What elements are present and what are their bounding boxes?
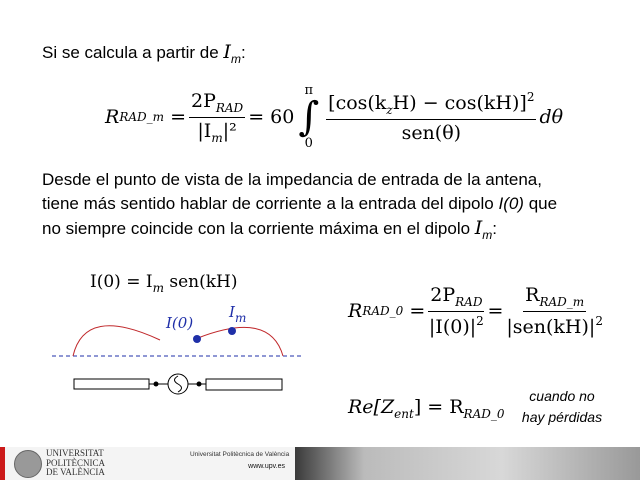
university-url[interactable]: www.upv.es	[248, 463, 285, 470]
equation-rrad-0: R RAD_0 = $\frac{2P_{RAD}}{|I(0)|^2}$ = $\frac{R_{RAD\_m}}{|sen(kH)|^2}$	[348, 284, 603, 338]
dipole-arm-left	[74, 379, 149, 389]
current-curve-right	[198, 327, 283, 356]
note-no-losses: cuando no hay pérdidas	[521, 388, 603, 425]
point-im	[228, 327, 236, 335]
intro-text: Si se calcula a partir de $I_m$:	[42, 41, 246, 66]
dipole-arm-right	[206, 379, 282, 390]
paragraph: Desde el punto de vista de la impedancia de entrada de la antena, tiene más sentido hablar de corriente a la entrada del dipolo I(0) que no siempre coincide con la corriente máxima en el dipolo $I_m$:	[42, 170, 558, 242]
equation-current: $I(0) = I_m$ sen(kH)	[90, 272, 238, 295]
equation-re-zent: $Re[Z_{ent}] = R_{RAD\_0}$	[348, 396, 505, 421]
footer	[0, 447, 640, 480]
label-i0: I(0)	[166, 314, 194, 332]
university-seal-icon	[14, 450, 42, 478]
current-curve-left	[73, 326, 160, 356]
point-i0	[193, 335, 201, 343]
seal-banner-image	[295, 447, 640, 480]
equation-rrad-m: R RAD_m = $\frac{2P_{RAD}}{|I_m|^2}$ = 60 π ∫ 0 $\frac{[\cos(k_zH) - \cos(kH)]^2}{\text{sen(θ)}}$ dθ	[105, 83, 564, 151]
label-im: $I_m$	[229, 303, 247, 325]
university-name: Universitat Politècnica de València	[190, 451, 290, 458]
accent-bar	[0, 447, 5, 480]
university-logo-text: UNIVERSITAT POLITÈCNICA DE VALÈNCIA	[46, 448, 105, 477]
